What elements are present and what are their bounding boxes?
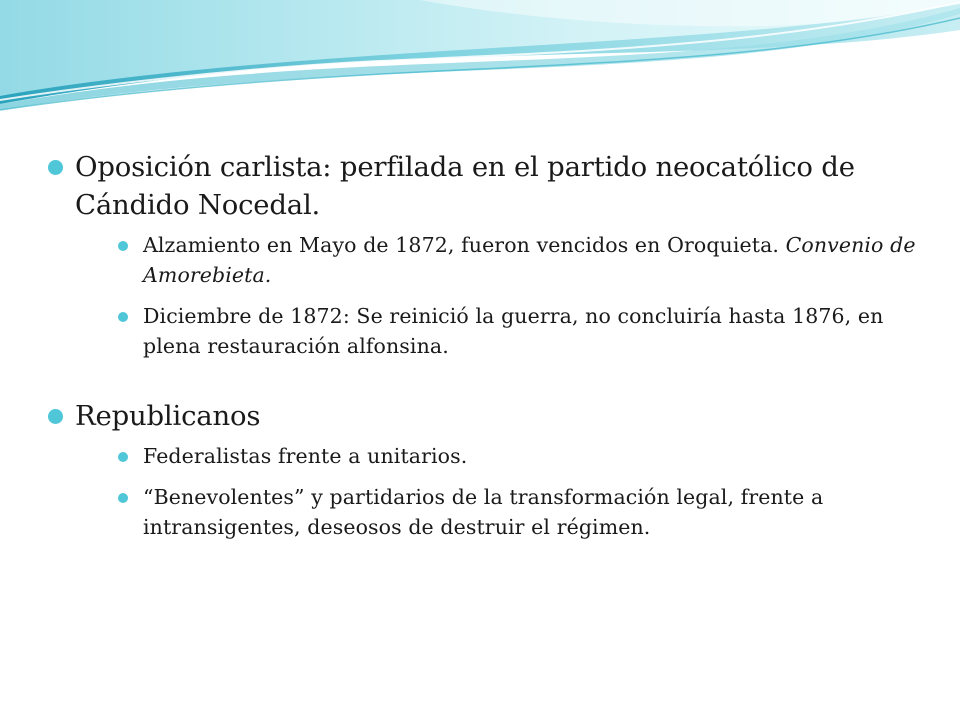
sub-bullet-dot-icon: [118, 452, 128, 462]
sub-bullet-diciembre: [118, 301, 918, 361]
bullet-oposicion-carlista: [48, 148, 918, 361]
sub-bullet-federalistas: [118, 441, 918, 471]
bullet-text: Republicanos: [75, 400, 261, 432]
bullet-dot-icon: [48, 409, 63, 424]
header-wave-decoration: [0, 0, 960, 130]
sub-bullet-text: Alzamiento en Mayo de 1872, fueron vencidos en Oroquieta.: [143, 233, 780, 257]
sub-bullet-dot-icon: [118, 493, 128, 503]
sub-bullet-text: Federalistas frente a unitarios.: [143, 444, 468, 468]
slide-content: [48, 148, 918, 542]
sub-bullet-alzamiento: [118, 230, 918, 290]
sub-bullet-list: [118, 230, 918, 361]
sub-bullet-italic-text: Convenio de Amorebieta.: [143, 233, 916, 287]
sub-bullet-list: [118, 441, 918, 542]
sub-bullet-text: “Benevolentes” y partidarios de la transformación legal, frente a intransigentes, deseosos de destruir el régimen.: [143, 485, 824, 539]
sub-bullet-benevolentes: [118, 482, 918, 542]
sub-bullet-dot-icon: [118, 241, 128, 251]
bullet-dot-icon: [48, 160, 63, 175]
sub-bullet-dot-icon: [118, 312, 128, 322]
bullet-republicanos: [48, 397, 918, 542]
sub-bullet-text: Diciembre de 1872: Se reinició la guerra, no concluiría hasta 1876, en plena restauración alfonsina.: [143, 304, 884, 358]
bullet-text: Oposición carlista: perfilada en el partido neocatólico de Cándido Nocedal.: [75, 151, 855, 221]
